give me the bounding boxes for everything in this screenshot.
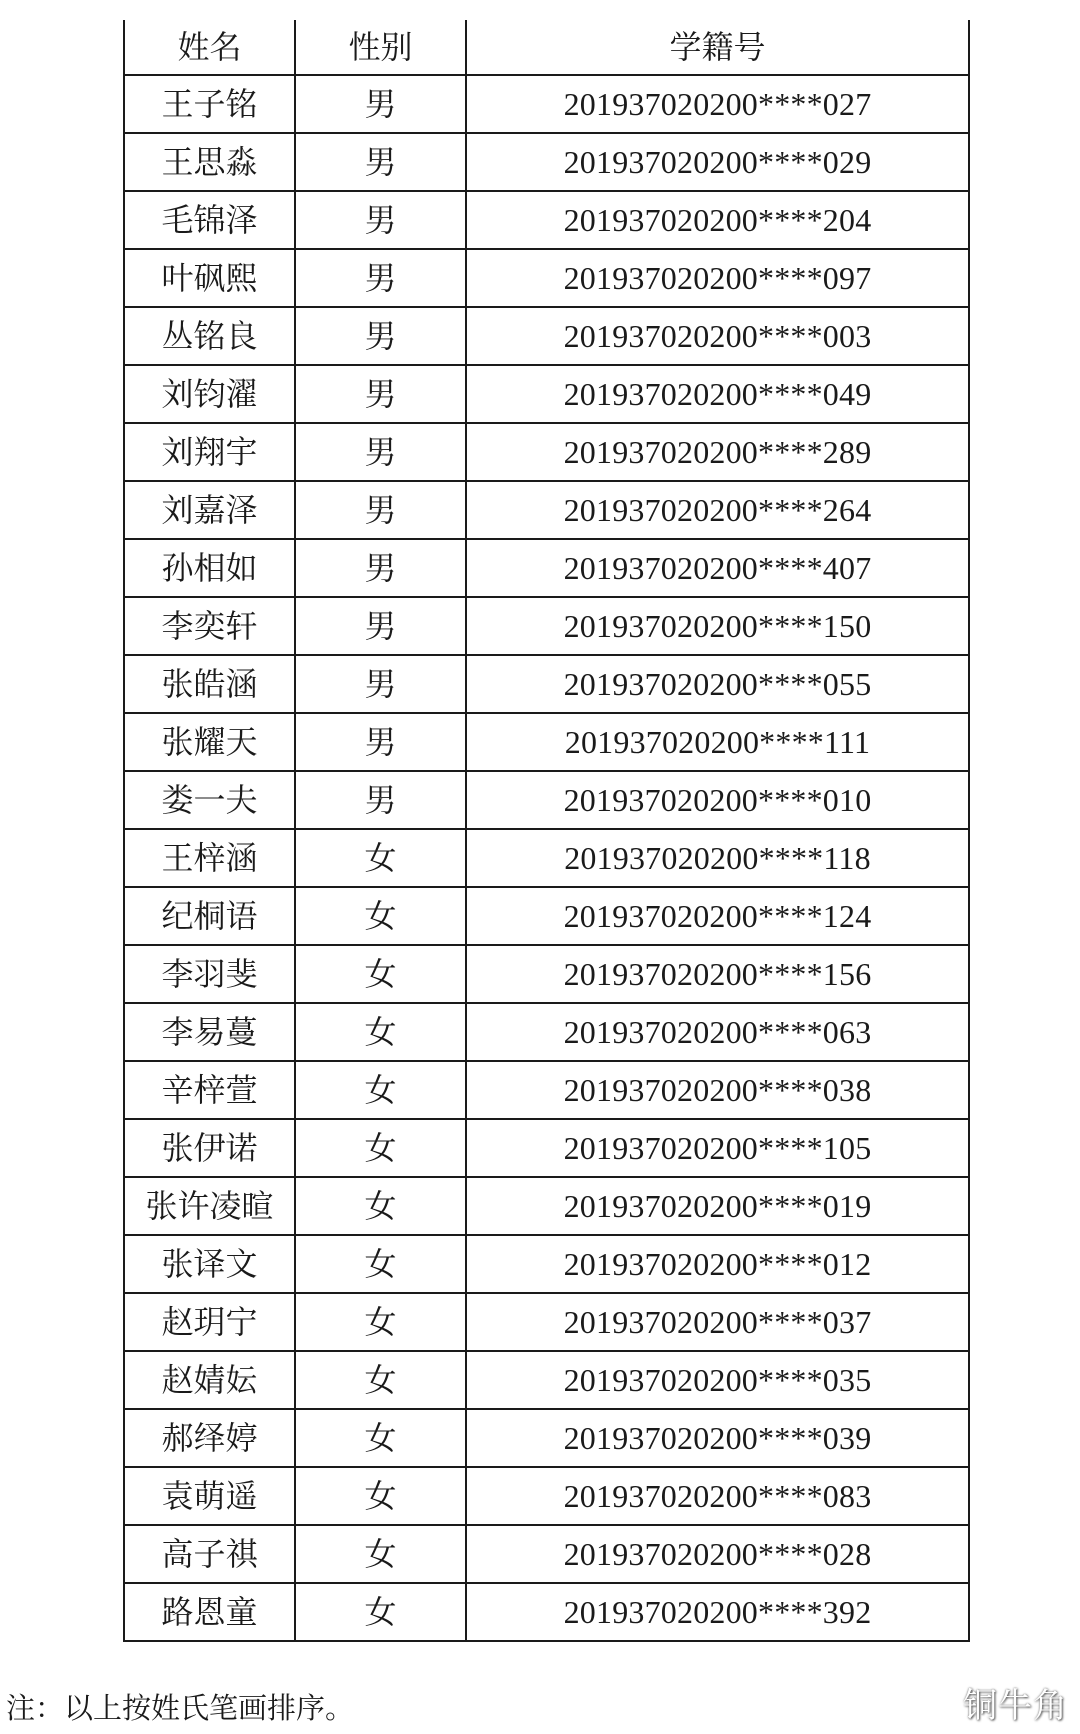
student-name-cell: 毛锦泽 — [124, 191, 295, 249]
student-name-cell: 孙相如 — [124, 539, 295, 597]
student-id-cell: 201937020200****019 — [466, 1177, 969, 1235]
student-name-cell: 张译文 — [124, 1235, 295, 1293]
header-row — [124, 20, 969, 75]
student-gender-cell: 女 — [295, 1351, 466, 1409]
student-id-cell: 201937020200****289 — [466, 423, 969, 481]
student-gender-cell: 女 — [295, 1119, 466, 1177]
student-name-cell: 丛铭良 — [124, 307, 295, 365]
student-gender-cell: 男 — [295, 771, 466, 829]
student-name-cell: 高子祺 — [124, 1525, 295, 1583]
student-gender-cell: 女 — [295, 1583, 466, 1641]
student-id-cell: 201937020200****156 — [466, 945, 969, 1003]
student-name-cell: 王子铭 — [124, 75, 295, 133]
table-row — [124, 1119, 969, 1177]
student-id-cell: 201937020200****039 — [466, 1409, 969, 1467]
student-name-cell: 赵玥宁 — [124, 1293, 295, 1351]
student-name-cell: 王梓涵 — [124, 829, 295, 887]
table-row — [124, 423, 969, 481]
roster-table — [123, 20, 970, 1642]
footnote: 注：以上按姓氏笔画排序。 — [6, 1691, 355, 1725]
student-gender-cell: 女 — [295, 1293, 466, 1351]
student-name-cell: 王思淼 — [124, 133, 295, 191]
student-gender-cell: 女 — [295, 1003, 466, 1061]
student-gender-cell: 男 — [295, 713, 466, 771]
table-row — [124, 307, 969, 365]
student-name-cell: 路恩童 — [124, 1583, 295, 1641]
table-row — [124, 887, 969, 945]
student-gender-cell: 女 — [295, 1525, 466, 1583]
table-row — [124, 1351, 969, 1409]
table-row — [124, 1061, 969, 1119]
table-row — [124, 191, 969, 249]
student-gender-cell: 男 — [295, 539, 466, 597]
table-row — [124, 133, 969, 191]
student-gender-cell: 女 — [295, 1177, 466, 1235]
student-name-cell: 娄一夫 — [124, 771, 295, 829]
table-row — [124, 829, 969, 887]
table-row — [124, 597, 969, 655]
student-id-cell: 201937020200****204 — [466, 191, 969, 249]
student-id-cell: 201937020200****264 — [466, 481, 969, 539]
student-name-cell: 郝绎婷 — [124, 1409, 295, 1467]
table-row — [124, 1293, 969, 1351]
student-id-cell: 201937020200****029 — [466, 133, 969, 191]
header-name: 姓名 — [124, 20, 295, 75]
student-id-cell: 201937020200****010 — [466, 771, 969, 829]
student-gender-cell: 男 — [295, 249, 466, 307]
student-name-cell: 张伊诺 — [124, 1119, 295, 1177]
table-row — [124, 1177, 969, 1235]
student-id-cell: 201937020200****038 — [466, 1061, 969, 1119]
table-row — [124, 1235, 969, 1293]
student-name-cell: 刘翔宇 — [124, 423, 295, 481]
student-id-cell: 201937020200****012 — [466, 1235, 969, 1293]
table-row — [124, 1003, 969, 1061]
header-student-id: 学籍号 — [466, 20, 969, 75]
table-row — [124, 365, 969, 423]
student-gender-cell: 女 — [295, 887, 466, 945]
student-gender-cell: 男 — [295, 423, 466, 481]
student-id-cell: 201937020200****097 — [466, 249, 969, 307]
student-id-cell: 201937020200****049 — [466, 365, 969, 423]
table-row — [124, 75, 969, 133]
table-row — [124, 1583, 969, 1641]
student-name-cell: 辛梓萱 — [124, 1061, 295, 1119]
student-id-cell: 201937020200****055 — [466, 655, 969, 713]
student-name-cell: 刘嘉泽 — [124, 481, 295, 539]
student-gender-cell: 女 — [295, 945, 466, 1003]
roster-body — [124, 75, 969, 1641]
student-gender-cell: 男 — [295, 307, 466, 365]
table-row — [124, 539, 969, 597]
student-name-cell: 张皓涵 — [124, 655, 295, 713]
student-roster — [123, 20, 968, 1642]
student-gender-cell: 女 — [295, 1409, 466, 1467]
table-row — [124, 1409, 969, 1467]
student-id-cell: 201937020200****111 — [466, 713, 969, 771]
student-name-cell: 刘钧濯 — [124, 365, 295, 423]
student-gender-cell: 女 — [295, 1235, 466, 1293]
table-row — [124, 945, 969, 1003]
student-id-cell: 201937020200****124 — [466, 887, 969, 945]
student-name-cell: 纪桐语 — [124, 887, 295, 945]
header-gender: 性别 — [295, 20, 466, 75]
table-row — [124, 713, 969, 771]
student-id-cell: 201937020200****027 — [466, 75, 969, 133]
student-id-cell: 201937020200****083 — [466, 1467, 969, 1525]
student-id-cell: 201937020200****392 — [466, 1583, 969, 1641]
student-id-cell: 201937020200****407 — [466, 539, 969, 597]
student-name-cell: 叶砜熙 — [124, 249, 295, 307]
student-id-cell: 201937020200****003 — [466, 307, 969, 365]
student-gender-cell: 男 — [295, 481, 466, 539]
student-gender-cell: 男 — [295, 191, 466, 249]
table-row — [124, 771, 969, 829]
student-name-cell: 李易蔓 — [124, 1003, 295, 1061]
student-id-cell: 201937020200****063 — [466, 1003, 969, 1061]
student-id-cell: 201937020200****105 — [466, 1119, 969, 1177]
student-name-cell: 袁萌遥 — [124, 1467, 295, 1525]
student-id-cell: 201937020200****035 — [466, 1351, 969, 1409]
student-name-cell: 李奕轩 — [124, 597, 295, 655]
student-id-cell: 201937020200****037 — [466, 1293, 969, 1351]
student-gender-cell: 男 — [295, 133, 466, 191]
student-gender-cell: 男 — [295, 597, 466, 655]
student-name-cell: 李羽斐 — [124, 945, 295, 1003]
student-gender-cell: 男 — [295, 75, 466, 133]
student-name-cell: 张耀天 — [124, 713, 295, 771]
student-gender-cell: 女 — [295, 829, 466, 887]
table-row — [124, 249, 969, 307]
student-gender-cell: 男 — [295, 365, 466, 423]
student-gender-cell: 女 — [295, 1061, 466, 1119]
table-row — [124, 1467, 969, 1525]
table-row — [124, 481, 969, 539]
student-gender-cell: 男 — [295, 655, 466, 713]
watermark: 铜牛角 — [963, 1686, 1068, 1726]
student-id-cell: 201937020200****118 — [466, 829, 969, 887]
table-row — [124, 1525, 969, 1583]
table-row — [124, 655, 969, 713]
student-gender-cell: 女 — [295, 1467, 466, 1525]
student-name-cell: 张许凌暄 — [124, 1177, 295, 1235]
student-name-cell: 赵婧妘 — [124, 1351, 295, 1409]
student-id-cell: 201937020200****150 — [466, 597, 969, 655]
student-id-cell: 201937020200****028 — [466, 1525, 969, 1583]
